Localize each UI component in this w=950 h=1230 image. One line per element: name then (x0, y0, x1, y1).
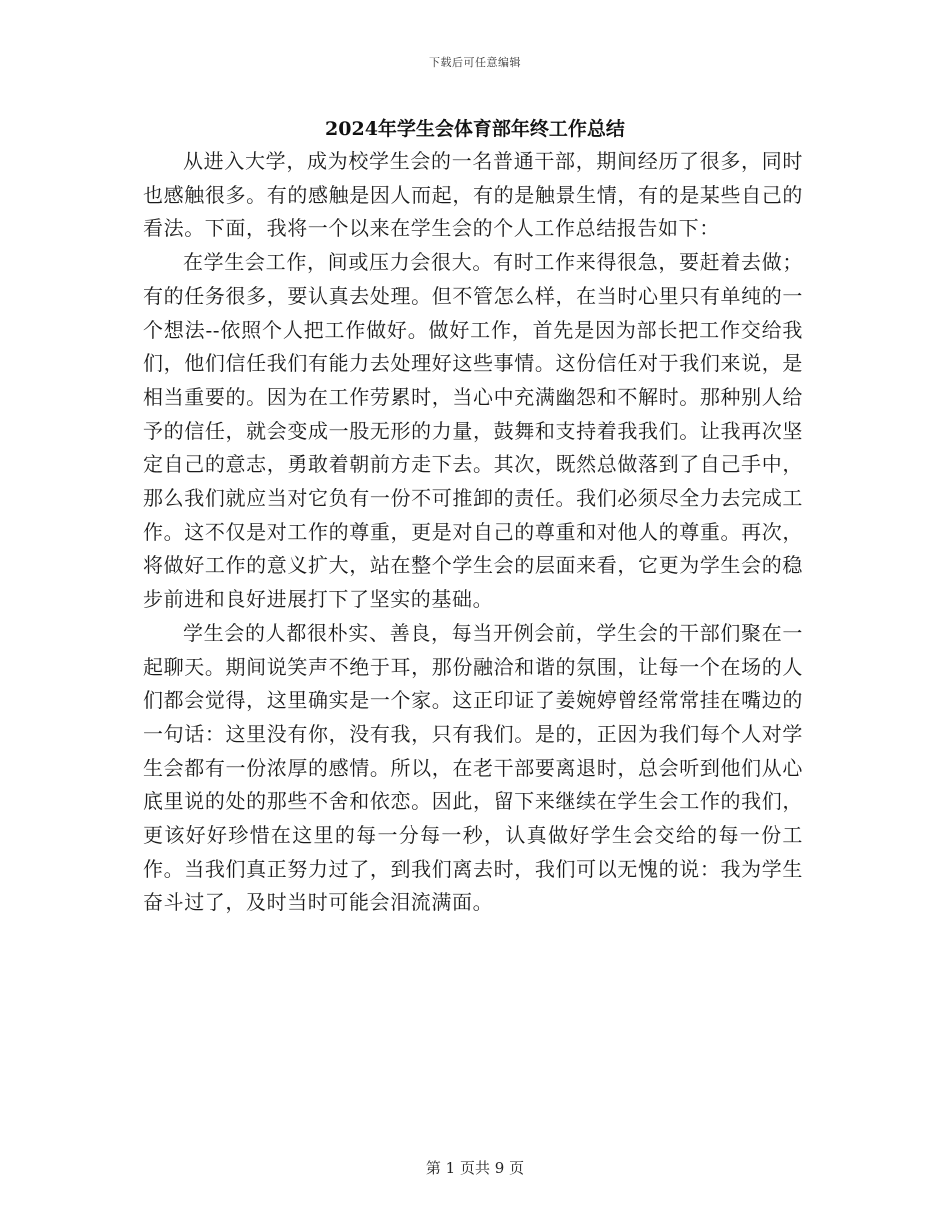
page-header-note: 下载后可任意编辑 (429, 56, 521, 69)
paragraph: 在学生会工作，间或压力会很大。有时工作来得很急，要赶着去做；有的任务很多，要认真去处理。但不管怎么样，在当时心里只有单纯的一个想法--依照个人把工作做好。做好工作，首先是因为部长把工作交给我们，他们信任我们有能力去处理好这些事情。这份信任对于我们来说，是相当重要的。因为在工作劳累时，当心中充满幽怨和不解时。那种别人给予的信任，就会变成一股无形的力量，鼓舞和支持着我我们。让我再次坚定自己的意志，勇敢着朝前方走下去。其次，既然总做落到了自己手中，那么我们就应当对它负有一份不可推卸的责任。我们必须尽全力去完成工作。这不仅是对工作的尊重，更是对自己的尊重和对他人的尊重。再次，将做好工作的意义扩大，站在整个学生会的层面来看，它更为学生会的稳步前进和良好进展打下了坚实的基础。 (143, 250, 803, 612)
paragraph: 从进入大学，成为校学生会的一名普通干部，期间经历了很多，同时也感触很多。有的感触是因人而起，有的是触景生情，有的是某些自己的看法。下面，我将一个以来在学生会的个人工作总结报告如下： (143, 149, 803, 241)
document-body (143, 145, 803, 920)
document-title: 2024年学生会体育部年终工作总结 (325, 118, 625, 140)
paragraph: 学生会的人都很朴实、善良，每当开例会前，学生会的干部们聚在一起聊天。期间说笑声不绝于耳，那份融洽和谐的氛围，让每一个在场的人们都会觉得，这里确实是一个家。这正印证了姜婉婷曾经常常挂在嘴边的一句话：这里没有你，没有我，只有我们。是的，正因为我们每个人对学生会都有一份浓厚的感情。所以，在老干部要离退时，总会听到他们从心底里说的处的那些不舍和依恋。因此，留下来继续在学生会工作的我们，更该好好珍惜在这里的每一分每一秒，认真做好学生会交给的每一份工作。当我们真正努力过了，到我们离去时，我们可以无愧的说：我为学生奋斗过了，及时当时可能会泪流满面。 (143, 620, 803, 915)
page-number: 第 1 页共 9 页 (425, 1159, 525, 1177)
